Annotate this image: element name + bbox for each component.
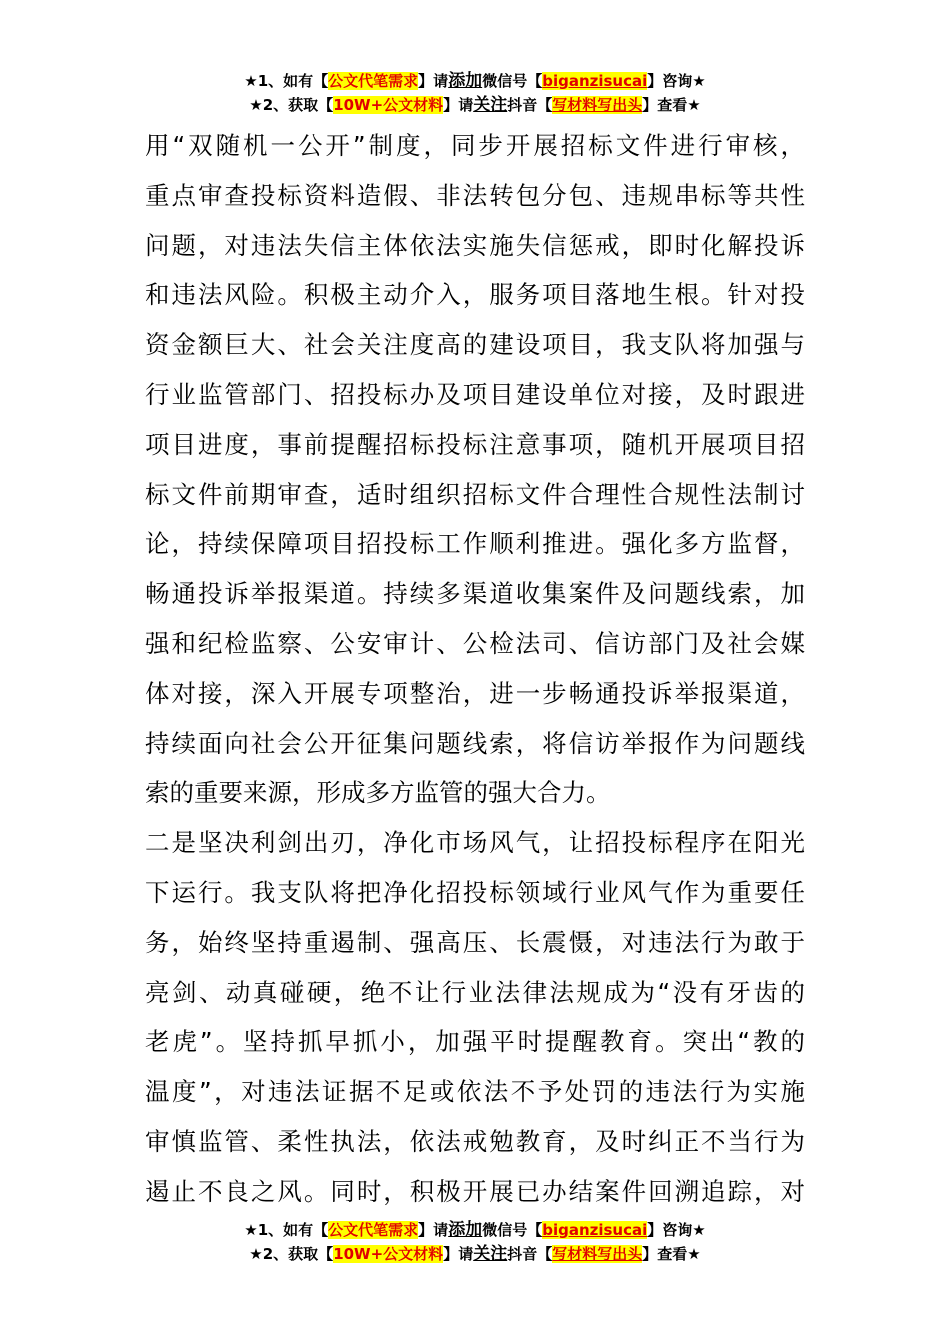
banner-text: 抖音【: [507, 1245, 553, 1263]
banner-text: 】请: [418, 72, 449, 90]
banner-line-1: [0, 1218, 950, 1242]
banner-text: 】查看★: [642, 96, 701, 114]
text-line: 资金额巨大、社会关注度高的建设项目，我支队将加强与: [145, 330, 805, 360]
banner-text: 微信号【: [482, 1221, 543, 1239]
text-line: 和违法风险。积极主动介入，服务项目落地生根。针对投: [145, 280, 805, 310]
wechat-id: biganzisucai: [542, 1221, 648, 1239]
banner-line-2: [0, 93, 950, 117]
text-line: 温度”，对违法证据不足或依法不予处罚的违法行为实施: [145, 1077, 805, 1107]
banner-emphasis: 添加: [448, 71, 483, 91]
text-line: 索的重要来源，形成多方监管的强大合力。: [145, 778, 611, 808]
banner-line-2: [0, 1242, 950, 1266]
douyin-account: 写材料写出头: [552, 1245, 643, 1263]
footer-banner: [0, 1218, 950, 1266]
text-line: 项目进度，事前提醒招标投标注意事项，随机开展项目招: [145, 429, 805, 459]
banner-text: 】请: [443, 1245, 474, 1263]
banner-line-1: [0, 69, 950, 93]
text-line: 老虎”。坚持抓早抓小，加强平时提醒教育。突出“教的: [145, 1027, 805, 1057]
text-line: 论，持续保障项目招投标工作顺利推进。强化多方监督，: [145, 529, 805, 559]
banner-text: 】查看★: [642, 1245, 701, 1263]
banner-text: 】请: [443, 96, 474, 114]
text-line: 审慎监管、柔性执法，依法戒勉教育，及时纠正不当行为: [145, 1126, 805, 1156]
text-line: 遏止不良之风。同时，积极开展已办结案件回溯追踪，对: [145, 1176, 805, 1206]
header-banner: [0, 69, 950, 117]
banner-text: 】咨询★: [647, 72, 706, 90]
text-line: 畅通投诉举报渠道。持续多渠道收集案件及问题线索，加: [145, 579, 805, 609]
banner-text: ★2、获取【: [249, 1245, 334, 1263]
text-line: 行业监管部门、招投标办及项目建设单位对接，及时跟进: [145, 379, 805, 409]
banner-emphasis: 关注: [473, 1244, 508, 1264]
highlight-materials: 10W+公文材料: [333, 1245, 444, 1263]
banner-text: 】咨询★: [647, 1221, 706, 1239]
banner-emphasis: 关注: [473, 95, 508, 115]
banner-text: 】请: [418, 1221, 449, 1239]
highlight-service: 公文代笔需求: [328, 1221, 419, 1239]
banner-text: ★1、如有【: [244, 72, 329, 90]
text-line: 标文件前期审查，适时组织招标文件合理性合规性法制讨: [145, 479, 805, 509]
text-line: 亮剑、动真碰硬，绝不让行业法律法规成为“没有牙齿的: [145, 977, 805, 1007]
highlight-service: 公文代笔需求: [328, 72, 419, 90]
text-line: 务，始终坚持重遏制、强高压、长震慑，对违法行为敢于: [145, 927, 805, 957]
text-line: 体对接，深入开展专项整治，进一步畅通投诉举报渠道，: [145, 678, 805, 708]
text-line: 二是坚决利剑出刃，净化市场风气，让招投标程序在阳光: [145, 828, 805, 858]
text-line: 强和纪检监察、公安审计、公检法司、信访部门及社会媒: [145, 628, 805, 658]
banner-text: ★1、如有【: [244, 1221, 329, 1239]
banner-text: 微信号【: [482, 72, 543, 90]
text-line: 问题，对违法失信主体依法实施失信惩戒，即时化解投诉: [145, 230, 805, 260]
text-line: 用“双随机一公开”制度，同步开展招标文件进行审核，: [145, 131, 805, 160]
text-line: 重点审查投标资料造假、非法转包分包、违规串标等共性: [145, 180, 805, 210]
banner-text: 抖音【: [507, 96, 553, 114]
highlight-materials: 10W+公文材料: [333, 96, 444, 114]
douyin-account: 写材料写出头: [552, 96, 643, 114]
banner-text: ★2、获取【: [249, 96, 334, 114]
text-line: 持续面向社会公开征集问题线索，将信访举报作为问题线: [145, 728, 805, 758]
document-body: [145, 126, 805, 1222]
banner-emphasis: 添加: [448, 1220, 483, 1240]
wechat-id: biganzisucai: [542, 72, 648, 90]
text-line: 下运行。我支队将把净化招投标领域行业风气作为重要任: [145, 877, 805, 907]
